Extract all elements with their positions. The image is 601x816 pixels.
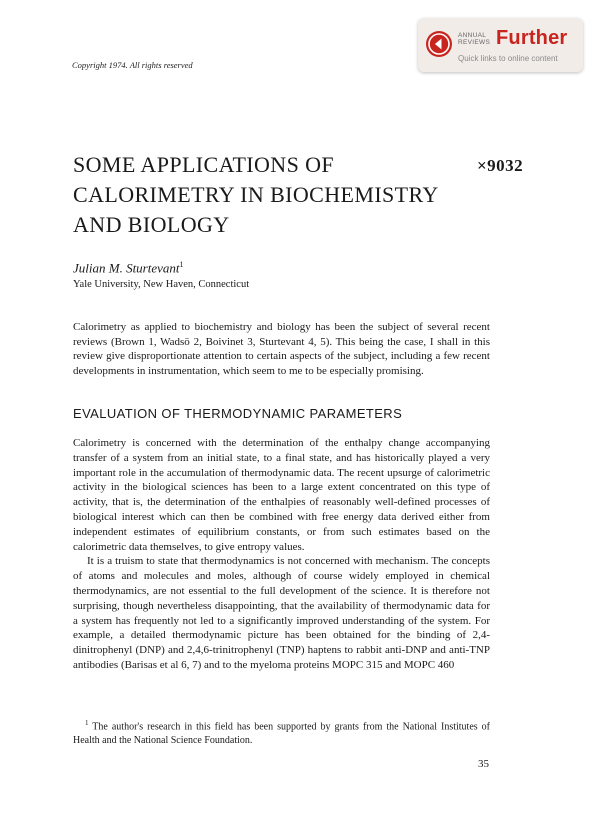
banner-publisher (458, 32, 494, 46)
back-arrow-icon (426, 31, 452, 57)
author-note-mark: 1 (179, 260, 184, 269)
author-name (73, 260, 184, 276)
article-title: SOME APPLICATIONS OF CALORIMETRY IN BIOCHEMISTRY AND BIOLOGY (73, 152, 438, 237)
intro-paragraph: Calorimetry as applied to biochemistry and biology has been the subject of several recent reviews (Brown 1, Wadsö 2, Boivinet 3, Sturtevant 4, 5). This being the case, I shall in this review give disproportionate attention to certain aspects of the subject, including a few recent developments in instrumentation, which seem to me to be especially promising. (73, 321, 490, 377)
body-paragraph-1: Calorimetry is concerned with the determination of the enthalpy change accompanying transfer of a system from an initial state, to a final state, and has historically played a very important role in the accumulation of thermodynamic data. The recent upsurge of calorimetric activity in the biological sciences has been to a large extent concentrated on this type of activity, that is, the determination of the enthalpies of reasonably well-defined processes of biological interest which can then be combined with free energy data derived either from independent estimates of equilibrium constants, or from such estimates based on the calorimetric data themselves, to give entropy values. (73, 437, 490, 553)
banner-subtitle: Quick links to online content (458, 54, 558, 63)
footnote-mark: 1 (85, 719, 89, 727)
article-body (73, 436, 490, 673)
banner-reviews-text: REVIEWS (458, 39, 491, 46)
author-affiliation: Yale University, New Haven, Connecticut (73, 279, 250, 290)
banner-annual-text: ANNUAL (458, 32, 487, 39)
banner-further-text: Further (496, 27, 568, 49)
further-links-banner[interactable] (418, 18, 583, 72)
article-code: ×9032 (477, 156, 524, 175)
copyright-notice: Copyright 1974. All rights reserved (72, 60, 193, 70)
footnote (73, 717, 490, 747)
footnote-text: The author's research in this field has been supported by grants from the National Institutes of Health and the National Science Foundation. (73, 721, 490, 746)
body-paragraph-2: It is a truism to state that thermodynamics is not concerned with mechanism. The concepts of atoms and molecules and moles, although of course widely employed in chemical thermodynamics, are not essential to the full development of the science. It is therefore not surprising, though nevertheless disappointing, that the availability of thermodynamic data for a system has frequently not led to a significantly improved understanding of the system. For example, a detailed thermodynamic picture has been obtained for the binding of 2,4-dinitrophenyl (DNP) and 2,4,6-trinitrophenyl (TNP) haptens to rabbit anti-DNP and anti-TNP antibodies (Barisas et al 6, 7) and to the myeloma proteins MOPC 315 and MOPC 460 (73, 555, 490, 671)
author-name-text: Julian M. Sturtevant (73, 260, 180, 276)
section-heading: EVALUATION OF THERMODYNAMIC PARAMETERS (73, 406, 403, 421)
page-number: 35 (478, 758, 489, 770)
